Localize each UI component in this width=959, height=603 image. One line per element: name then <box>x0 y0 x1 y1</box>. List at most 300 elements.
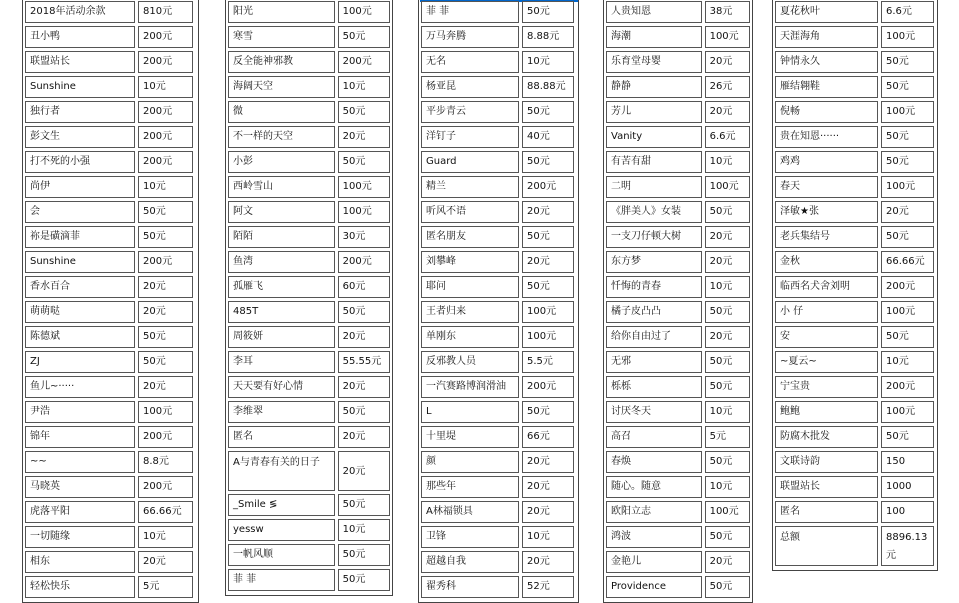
table-row <box>421 176 576 198</box>
table-row <box>228 376 390 398</box>
table-row <box>775 401 935 423</box>
donation-table-2 <box>225 0 393 596</box>
donation-amount: 20元 <box>522 451 574 473</box>
donation-amount: 10元 <box>138 176 193 198</box>
donation-amount: 50元 <box>338 494 390 516</box>
donation-amount: 8.88元 <box>522 26 574 48</box>
table-row <box>228 569 390 591</box>
donation-amount: 50元 <box>338 544 390 566</box>
donation-amount: 20元 <box>138 551 193 573</box>
table-row <box>421 251 576 273</box>
table-row <box>25 526 196 548</box>
donation-amount: 66.66元 <box>881 251 934 273</box>
table-row <box>775 76 935 98</box>
donation-amount: 50元 <box>138 226 193 248</box>
donation-amount: 200元 <box>138 251 193 273</box>
table-row <box>228 26 390 48</box>
donor-name: 寒雪 <box>228 26 335 48</box>
donor-name: 人贵知恩 <box>606 1 702 23</box>
donor-name: 丑小鸭 <box>25 26 135 48</box>
donation-amount: 10元 <box>338 76 390 98</box>
donor-name: 卫锋 <box>421 526 519 548</box>
donor-name: 鱼儿~····· <box>25 376 135 398</box>
donor-name: 金艳儿 <box>606 551 702 573</box>
donor-name: 鸡鸡 <box>775 151 878 173</box>
donation-amount: 20元 <box>338 376 390 398</box>
donation-amount: 5元 <box>705 426 750 448</box>
donor-name: 485T <box>228 301 335 323</box>
donation-amount: 50元 <box>881 151 934 173</box>
table-row <box>25 101 196 123</box>
donation-amount: 200元 <box>522 176 574 198</box>
donation-amount: 50元 <box>705 376 750 398</box>
donation-amount: 100元 <box>881 26 934 48</box>
donor-name: yessw <box>228 519 335 541</box>
donation-amount: 20元 <box>522 476 574 498</box>
donor-name: 精兰 <box>421 176 519 198</box>
table-row <box>775 376 935 398</box>
table-row <box>25 476 196 498</box>
table-row <box>25 326 196 348</box>
donor-name: 有苦有甜 <box>606 151 702 173</box>
donor-name: 贵在知恩······ <box>775 126 878 148</box>
donor-name: 平步青云 <box>421 101 519 123</box>
donation-table-5 <box>772 0 938 571</box>
donor-name: 忏悔的青春 <box>606 276 702 298</box>
table-row <box>421 426 576 448</box>
table-row <box>606 401 750 423</box>
donor-name: 超越自我 <box>421 551 519 573</box>
table-row <box>228 276 390 298</box>
table-row <box>606 426 750 448</box>
table-row <box>421 1 576 23</box>
donation-amount: 20元 <box>338 426 390 448</box>
table-row <box>228 1 390 23</box>
donation-amount: 66元 <box>522 426 574 448</box>
table-row <box>606 476 750 498</box>
table-row <box>606 126 750 148</box>
table-row <box>25 126 196 148</box>
table-row <box>606 326 750 348</box>
donation-amount: 52元 <box>522 576 574 598</box>
donor-name: 无名 <box>421 51 519 73</box>
donor-name: 无邪 <box>606 351 702 373</box>
donor-name: 春天 <box>775 176 878 198</box>
table-row <box>421 476 576 498</box>
table-row <box>421 551 576 573</box>
donation-amount: 50元 <box>338 301 390 323</box>
donor-name: 鸿波 <box>606 526 702 548</box>
donor-name: 彭文生 <box>25 126 135 148</box>
table-row <box>228 351 390 373</box>
donation-amount: 20元 <box>338 126 390 148</box>
donor-name: 鱼湾 <box>228 251 335 273</box>
donor-name: Guard <box>421 151 519 173</box>
donor-name: Vanity <box>606 126 702 148</box>
donation-amount: 50元 <box>338 401 390 423</box>
donor-name: 菲 菲 <box>421 1 519 23</box>
donor-name: 西岭雪山 <box>228 176 335 198</box>
donation-amount: 50元 <box>881 51 934 73</box>
donor-name: 栎栎 <box>606 376 702 398</box>
donor-name: 一切随缘 <box>25 526 135 548</box>
donation-amount: 50元 <box>138 351 193 373</box>
donation-amount: 10元 <box>138 76 193 98</box>
table-row <box>25 1 196 23</box>
donor-name: 杨亚昆 <box>421 76 519 98</box>
total-label: 总额 <box>775 526 878 566</box>
donation-amount: 60元 <box>338 276 390 298</box>
donor-name: 讨厌冬天 <box>606 401 702 423</box>
donor-name: _Smile ≶ <box>228 494 335 516</box>
donation-amount: 50元 <box>881 226 934 248</box>
donation-amount: 200元 <box>338 251 390 273</box>
donor-name: 十里堤 <box>421 426 519 448</box>
donation-amount: 50元 <box>522 101 574 123</box>
donor-name: 单刚东 <box>421 326 519 348</box>
table-row <box>228 251 390 273</box>
donor-name: 安 <box>775 326 878 348</box>
donation-amount: 200元 <box>338 51 390 73</box>
donor-name: 一帆风顺 <box>228 544 335 566</box>
table-row <box>421 576 576 598</box>
donation-amount: 20元 <box>138 276 193 298</box>
donor-name: 不一样的天空 <box>228 126 335 148</box>
table-row <box>421 351 576 373</box>
table-row <box>421 451 576 473</box>
table-row <box>228 226 390 248</box>
donation-amount: 50元 <box>138 201 193 223</box>
donor-name: 春焕 <box>606 451 702 473</box>
table-row <box>775 251 935 273</box>
donor-name: 万马奔腾 <box>421 26 519 48</box>
donor-name: 宁宝贵 <box>775 376 878 398</box>
donation-amount: 6.6元 <box>705 126 750 148</box>
donor-name: A与青春有关的日子 <box>228 451 335 491</box>
donation-amount: 26元 <box>705 76 750 98</box>
donor-name: 老兵集结号 <box>775 226 878 248</box>
donation-amount: 50元 <box>522 1 574 23</box>
table-row <box>25 351 196 373</box>
table-row <box>25 251 196 273</box>
table-row <box>775 1 935 23</box>
donation-table-1 <box>22 0 199 603</box>
donation-amount: 66.66元 <box>138 501 193 523</box>
table-row <box>606 576 750 598</box>
table-row <box>421 276 576 298</box>
table-row <box>25 426 196 448</box>
table-row <box>606 526 750 548</box>
donation-table-4 <box>603 0 753 603</box>
table-row <box>775 201 935 223</box>
table-row <box>775 51 935 73</box>
donation-amount: 100 <box>881 501 934 523</box>
donation-amount: 20元 <box>705 251 750 273</box>
donor-name: 匿名 <box>775 501 878 523</box>
donor-name: 菲 菲 <box>228 569 335 591</box>
donor-name: 天天要有好心情 <box>228 376 335 398</box>
table-row <box>606 501 750 523</box>
donation-amount: 50元 <box>338 101 390 123</box>
donor-name: 小彭 <box>228 151 335 173</box>
donation-amount: 100元 <box>705 501 750 523</box>
table-row <box>25 576 196 598</box>
table-row <box>421 501 576 523</box>
donor-name: 雁结翱鞋 <box>775 76 878 98</box>
donor-name: 陌陌 <box>228 226 335 248</box>
donor-name: ~~ <box>25 451 135 473</box>
donor-name: 防腐木批发 <box>775 426 878 448</box>
donor-name: ZJ <box>25 351 135 373</box>
donor-name: 打不死的小强 <box>25 151 135 173</box>
donor-name: 芳儿 <box>606 101 702 123</box>
donor-name: 马晓英 <box>25 476 135 498</box>
donation-amount: 200元 <box>138 151 193 173</box>
table-row <box>25 301 196 323</box>
table-row <box>606 1 750 23</box>
donation-amount: 100元 <box>881 101 934 123</box>
donation-amount: 100元 <box>705 176 750 198</box>
donor-name: A林福锁具 <box>421 501 519 523</box>
donation-amount: 50元 <box>705 301 750 323</box>
donor-name: 王者归来 <box>421 301 519 323</box>
donation-amount: 50元 <box>138 326 193 348</box>
donor-name: 天涯海角 <box>775 26 878 48</box>
donation-amount: 150 <box>881 451 934 473</box>
table-row <box>606 51 750 73</box>
donor-name: 金秋 <box>775 251 878 273</box>
table-row <box>421 301 576 323</box>
donation-amount: 10元 <box>881 351 934 373</box>
donor-name: Sunshine <box>25 76 135 98</box>
donor-name: 小 仔 <box>775 301 878 323</box>
table-row <box>775 501 935 523</box>
donation-amount: 100元 <box>881 401 934 423</box>
donation-amount: 10元 <box>705 151 750 173</box>
donation-amount: 88.88元 <box>522 76 574 98</box>
donor-name: 阿文 <box>228 201 335 223</box>
donor-name: 二明 <box>606 176 702 198</box>
table-row <box>775 176 935 198</box>
donation-amount: 10元 <box>705 401 750 423</box>
table-row <box>775 101 935 123</box>
donor-name: 匿名朋友 <box>421 226 519 248</box>
donor-name: 鲍鲍 <box>775 401 878 423</box>
table-row <box>775 301 935 323</box>
donation-amount: 20元 <box>138 376 193 398</box>
donation-amount: 50元 <box>522 276 574 298</box>
table-row <box>25 376 196 398</box>
donor-name: 给你自由过了 <box>606 326 702 348</box>
total-amount: 8896.13元 <box>881 526 934 566</box>
donation-amount: 20元 <box>522 201 574 223</box>
table-row <box>775 151 935 173</box>
donor-name: 尹浩 <box>25 401 135 423</box>
donor-name: 随心。随意 <box>606 476 702 498</box>
donation-amount: 10元 <box>138 526 193 548</box>
table-row <box>25 76 196 98</box>
table-row <box>606 151 750 173</box>
donor-name: 联盟站长 <box>25 51 135 73</box>
donation-amount: 200元 <box>881 376 934 398</box>
donation-amount: 20元 <box>705 326 750 348</box>
donor-name: 静静 <box>606 76 702 98</box>
donation-amount: 50元 <box>522 401 574 423</box>
donor-name: 翟秀科 <box>421 576 519 598</box>
donor-name: 橘子皮凸凸 <box>606 301 702 323</box>
donor-name: 李维翠 <box>228 401 335 423</box>
donation-amount: 20元 <box>338 326 390 348</box>
donation-amount: 50元 <box>522 226 574 248</box>
donor-name: 倪畅 <box>775 101 878 123</box>
table-row <box>421 201 576 223</box>
table-row <box>606 176 750 198</box>
donation-amount: 20元 <box>705 101 750 123</box>
donation-amount: 5元 <box>138 576 193 598</box>
table-row <box>25 151 196 173</box>
table-row <box>421 526 576 548</box>
table-row <box>228 301 390 323</box>
donor-name: 虎落平阳 <box>25 501 135 523</box>
table-row <box>228 101 390 123</box>
table-row <box>421 51 576 73</box>
table-row <box>25 501 196 523</box>
donor-name: 临西名犬舍刘明 <box>775 276 878 298</box>
donation-amount: 20元 <box>705 51 750 73</box>
table-row <box>421 126 576 148</box>
donation-amount: 50元 <box>705 576 750 598</box>
table-row <box>228 519 390 541</box>
donor-name: 钟情永久 <box>775 51 878 73</box>
donation-amount: 20元 <box>705 551 750 573</box>
table-row <box>775 351 935 373</box>
table-row <box>25 176 196 198</box>
table-row <box>25 451 196 473</box>
donor-name: ~夏云~ <box>775 351 878 373</box>
donation-amount: 50元 <box>705 451 750 473</box>
table-row <box>606 201 750 223</box>
table-row <box>775 26 935 48</box>
donation-amount: 38元 <box>705 1 750 23</box>
donation-amount: 100元 <box>522 326 574 348</box>
donor-name: 文联诗韵 <box>775 451 878 473</box>
donor-name: 洋钉子 <box>421 126 519 148</box>
donation-amount: 20元 <box>522 551 574 573</box>
donation-amount: 1000 <box>881 476 934 498</box>
table-row <box>228 451 390 491</box>
donation-amount: 50元 <box>705 351 750 373</box>
donor-name: 欧阳立志 <box>606 501 702 523</box>
total-row <box>775 526 935 566</box>
donation-amount: 100元 <box>881 176 934 198</box>
table-row <box>25 551 196 573</box>
donor-name: 一汽赛路博润滑油 <box>421 376 519 398</box>
donation-amount: 200元 <box>138 426 193 448</box>
donor-name: Sunshine <box>25 251 135 273</box>
table-row <box>228 326 390 348</box>
donation-amount: 20元 <box>522 501 574 523</box>
table-row <box>775 451 935 473</box>
donation-amount: 200元 <box>138 101 193 123</box>
donation-amount: 100元 <box>338 176 390 198</box>
table-row <box>606 376 750 398</box>
donor-name: 《胖美人》女装 <box>606 201 702 223</box>
table-row <box>606 276 750 298</box>
donation-amount: 20元 <box>705 226 750 248</box>
donation-amount: 50元 <box>338 151 390 173</box>
table-row <box>775 276 935 298</box>
donor-name: 锦年 <box>25 426 135 448</box>
donation-amount: 50元 <box>881 126 934 148</box>
donation-amount: 50元 <box>705 526 750 548</box>
donor-name: 那些年 <box>421 476 519 498</box>
donation-amount: 50元 <box>881 326 934 348</box>
table-row <box>228 426 390 448</box>
table-row <box>606 351 750 373</box>
table-row <box>228 176 390 198</box>
table-row <box>421 151 576 173</box>
table-row <box>421 401 576 423</box>
donor-name: 一支刀仔顿大树 <box>606 226 702 248</box>
table-row <box>775 426 935 448</box>
table-row <box>228 51 390 73</box>
table-row <box>228 76 390 98</box>
table-row <box>228 544 390 566</box>
donor-name: 相东 <box>25 551 135 573</box>
donation-amount: 50元 <box>338 569 390 591</box>
table-row <box>606 251 750 273</box>
table-row <box>775 126 935 148</box>
donor-name: 孤雁飞 <box>228 276 335 298</box>
table-row <box>228 201 390 223</box>
donation-amount: 100元 <box>881 301 934 323</box>
table-row <box>25 276 196 298</box>
donor-name: 萌萌哒 <box>25 301 135 323</box>
table-row <box>606 301 750 323</box>
donor-name: 反全能神邪教 <box>228 51 335 73</box>
donation-amount: 200元 <box>138 26 193 48</box>
table-row <box>606 101 750 123</box>
table-row <box>25 201 196 223</box>
table-row <box>606 76 750 98</box>
donor-name: 周筱妍 <box>228 326 335 348</box>
donation-amount: 200元 <box>138 51 193 73</box>
donor-name: 海阔天空 <box>228 76 335 98</box>
donor-name: 听风不语 <box>421 201 519 223</box>
donation-amount: 50元 <box>522 151 574 173</box>
donor-name: 香水百合 <box>25 276 135 298</box>
table-row <box>775 226 935 248</box>
donor-name: 尚伊 <box>25 176 135 198</box>
donor-name: 乐育堂母婴 <box>606 51 702 73</box>
table-row <box>775 476 935 498</box>
donation-amount: 5.5元 <box>522 351 574 373</box>
table-row <box>606 226 750 248</box>
donation-amount: 10元 <box>338 519 390 541</box>
donation-amount: 20元 <box>522 251 574 273</box>
donation-amount: 40元 <box>522 126 574 148</box>
donation-amount: 8.8元 <box>138 451 193 473</box>
donor-name: 颜 <box>421 451 519 473</box>
table-row <box>25 26 196 48</box>
donation-amount: 200元 <box>138 476 193 498</box>
donation-amount: 100元 <box>522 301 574 323</box>
donor-name: 联盟站长 <box>775 476 878 498</box>
donation-amount: 10元 <box>522 526 574 548</box>
donation-amount: 100元 <box>705 26 750 48</box>
table-row <box>228 151 390 173</box>
donor-name: 匿名 <box>228 426 335 448</box>
